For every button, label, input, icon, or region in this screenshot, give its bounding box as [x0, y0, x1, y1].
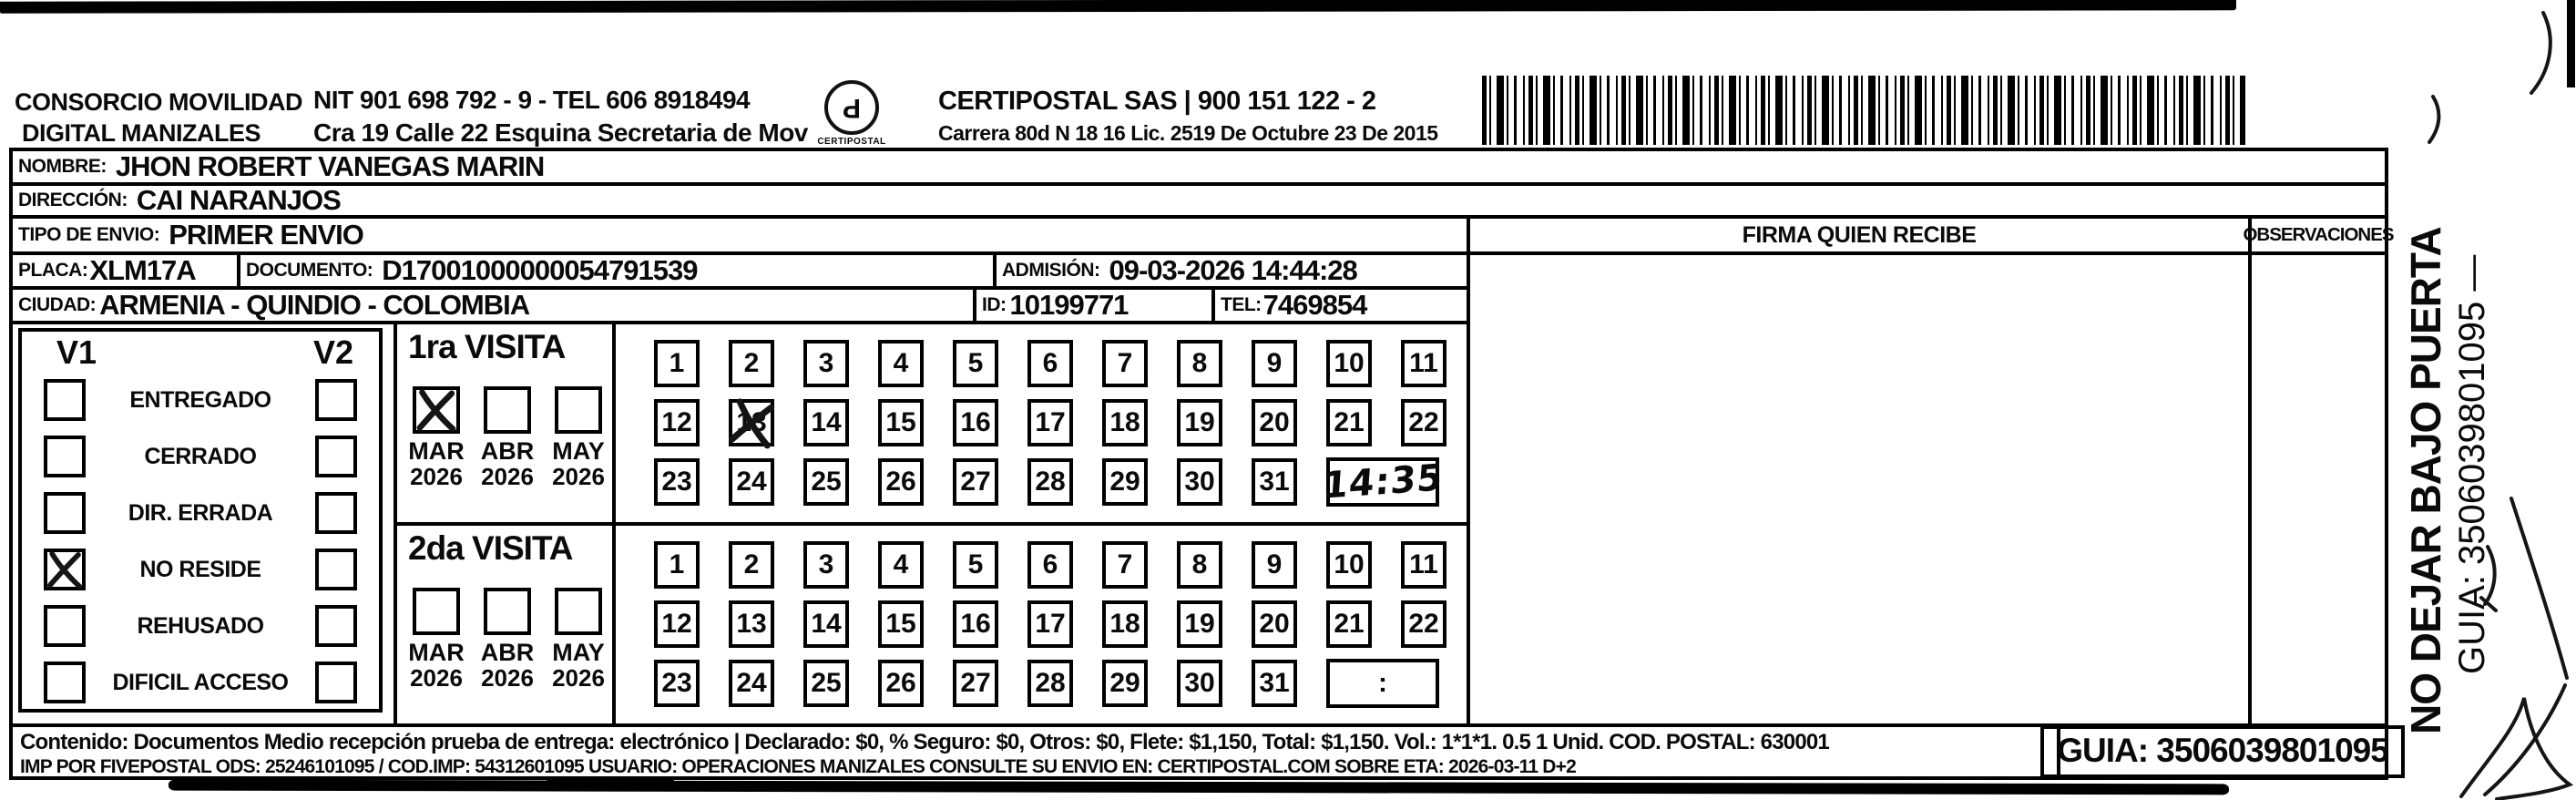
documento-cell	[240, 255, 997, 286]
status-option-row-no-reside	[22, 541, 379, 598]
v2-checkbox-entregado	[315, 379, 357, 421]
visit-1-day-box-4: 4	[878, 340, 924, 387]
provider-address-line: Carrera 80d N 18 16 Lic. 2519 De Octubre 23 De 2015	[938, 121, 1438, 146]
visit-1-day-box-6: 6	[1027, 340, 1073, 387]
status-option-row-rehusado	[22, 598, 379, 654]
visit-1-label-cell	[397, 324, 616, 522]
sender-company-line1: CONSORCIO MOVILIDAD	[15, 88, 303, 116]
status-option-row-dificil-acceso	[22, 654, 379, 711]
month-name: MAR	[408, 437, 465, 465]
month-year: 2026	[552, 664, 605, 692]
provider-block	[938, 84, 1438, 148]
v2-checkbox-cerrado	[315, 436, 357, 477]
visit-2-time-box	[1326, 659, 1439, 708]
visit-2-day-box-16: 16	[953, 600, 998, 648]
admision-label: ADMISIÓN:	[1002, 260, 1100, 281]
visit-1-day-box-18: 18	[1102, 399, 1148, 446]
visit-2-day-box-11: 11	[1401, 541, 1446, 589]
v1-checkbox-no-reside	[44, 549, 86, 590]
visit-1-time-box	[1321, 456, 1445, 508]
nombre-label: NOMBRE:	[18, 156, 107, 177]
sender-company-line2: DIGITAL MANIZALES	[22, 118, 261, 147]
id-label: ID:	[982, 294, 1007, 315]
placa-documento-row	[13, 255, 1467, 290]
visit-1-month-checkbox-may	[555, 386, 602, 434]
visit-2-day-box-24: 24	[729, 660, 774, 707]
status-option-label: ENTREGADO	[129, 386, 271, 413]
tipo-envio-value: PRIMER ENVIO	[169, 219, 363, 251]
ciudad-cell	[13, 290, 976, 321]
provider-name-line: CERTIPOSTAL SAS | 900 151 122 - 2	[938, 87, 1376, 116]
status-option-label: CERRADO	[144, 443, 257, 469]
visits-area	[13, 324, 1467, 723]
first-visit-row	[397, 324, 1467, 526]
visit-2-day-box-19: 19	[1177, 600, 1222, 648]
visit-2-day-box-7: 7	[1102, 541, 1148, 589]
day-row	[616, 659, 1467, 708]
visit-2-day-box-22: 22	[1401, 600, 1446, 648]
visit-2-day-box-10: 10	[1326, 541, 1372, 589]
visit-2-day-box-18: 18	[1102, 600, 1148, 648]
certipostal-logo-caption: CERTIPOSTAL	[813, 137, 890, 149]
visit-2-title: 2da VISITA	[408, 529, 573, 567]
tipo-envio-row	[13, 219, 1467, 255]
observaciones-header: OBSERVACIONES	[2252, 219, 2385, 255]
status-option-row-cerrado	[22, 428, 379, 485]
handwritten-time: 14:35	[1321, 456, 1445, 508]
visit-1-day-box-13: 13	[729, 399, 774, 446]
handwritten-x-mark	[44, 549, 86, 590]
v1-checkbox-dir-errada	[44, 492, 86, 534]
month-year: 2026	[552, 463, 605, 490]
visit-2-day-box-20: 20	[1252, 600, 1297, 648]
visit-2-label-cell	[397, 526, 616, 723]
visit-1-day-box-24: 24	[729, 458, 774, 506]
status-option-label: NO RESIDE	[139, 556, 261, 582]
v2-checkbox-no-reside	[315, 549, 357, 590]
sender-nit-line: NIT 901 698 792 - 9 - TEL 606 8918494	[313, 86, 751, 114]
visit-2-day-box-28: 28	[1027, 660, 1073, 707]
month-option-abr	[479, 386, 536, 491]
month-year: 2026	[481, 664, 534, 692]
certipostal-logo	[813, 80, 890, 149]
tel-value: 7469854	[1262, 289, 1367, 321]
direccion-label: DIRECCIÓN:	[18, 190, 128, 210]
visit-2-day-box-1: 1	[654, 541, 700, 589]
status-option-label: DIFICIL ACCESO	[112, 669, 289, 695]
visit-2-day-box-12: 12	[654, 600, 700, 648]
certipostal-seal-icon: P	[824, 80, 879, 135]
visit-1-day-box-5: 5	[953, 340, 998, 387]
visit-1-month-checkbox-mar	[413, 386, 460, 434]
visit-2-day-box-6: 6	[1027, 541, 1073, 589]
tipo-envio-label: TIPO DE ENVIO:	[18, 224, 160, 245]
observaciones-column	[2243, 219, 2394, 723]
direccion-value: CAI NARANJOS	[136, 184, 341, 216]
documento-value: D17001000000054791539	[382, 254, 698, 286]
second-visit-row	[397, 526, 1467, 723]
visit-1-day-box-16: 16	[953, 399, 998, 446]
footer-row	[13, 723, 2388, 776]
pen-stroke-lower	[2485, 685, 2565, 795]
day-row	[616, 340, 1467, 387]
ciudad-label: CIUDAD:	[18, 294, 97, 315]
admision-cell	[997, 255, 1467, 286]
visit-2-day-box-14: 14	[803, 600, 849, 648]
month-option-abr	[479, 588, 536, 692]
ciudad-value: ARMENIA - QUINDIO - COLOMBIA	[99, 289, 530, 321]
visit-1-day-box-9: 9	[1252, 340, 1297, 387]
ciudad-id-tel-row	[13, 290, 1467, 324]
month-year: 2026	[481, 463, 534, 490]
sender-contact-block	[313, 84, 808, 150]
visit-1-day-box-3: 3	[803, 340, 849, 387]
v1-checkbox-cerrado	[44, 436, 86, 477]
status-option-label: DIR. ERRADA	[128, 499, 273, 526]
v1-column-header: V1	[56, 333, 97, 371]
admision-value: 09-03-2026 14:44:28	[1109, 254, 1357, 286]
placa-cell	[13, 255, 240, 286]
observaciones-blank-space	[2252, 255, 2385, 723]
placa-value: XLM17A	[89, 254, 196, 286]
visit-2-day-box-23: 23	[654, 660, 700, 707]
delivery-form	[9, 148, 2394, 780]
pen-mark-top-right	[2531, 13, 2550, 93]
visit-2-day-box-5: 5	[953, 541, 998, 589]
firma-blank-space	[1470, 255, 2248, 723]
side-guia-number: GUIA: 3506039801095 —	[2452, 254, 2492, 674]
visit-2-day-box-29: 29	[1102, 660, 1148, 707]
visit-1-day-box-21: 21	[1326, 399, 1372, 446]
side-note	[2401, 144, 2493, 734]
visit-table	[394, 324, 1467, 723]
visit-1-day-box-26: 26	[878, 458, 924, 506]
visit-status-panel	[18, 328, 383, 713]
month-option-may	[550, 386, 607, 491]
id-cell	[976, 290, 1215, 321]
month-name: MAY	[552, 639, 605, 666]
month-name: MAY	[552, 437, 605, 465]
visit-2-month-checkbox-abr	[484, 588, 531, 635]
visit-1-title: 1ra VISITA	[408, 328, 566, 365]
nombre-value: JHON ROBERT VANEGAS MARIN	[115, 150, 545, 182]
visit-2-day-box-15: 15	[878, 600, 924, 648]
sender-address-line: Cra 19 Calle 22 Esquina Secretaria de Mov	[313, 118, 808, 148]
visit-1-day-box-19: 19	[1177, 399, 1222, 446]
visit-1-day-box-11: 11	[1401, 340, 1446, 387]
direccion-row	[13, 186, 2385, 219]
visit-1-day-box-29: 29	[1102, 458, 1148, 506]
nombre-row	[13, 151, 2385, 186]
no-dejar-bajo-puerta-warning: NO DEJAR BAJO PUERTA	[2402, 227, 2449, 734]
visit-1-day-box-31: 31	[1252, 458, 1297, 506]
visit-2-month-checkbox-may	[555, 588, 602, 635]
visit-2-day-box-27: 27	[953, 660, 998, 707]
visit-1-day-box-28: 28	[1027, 458, 1073, 506]
visit-1-day-box-15: 15	[878, 399, 924, 446]
visit-1-day-box-1: 1	[654, 340, 700, 387]
visit-1-day-box-27: 27	[953, 458, 998, 506]
visit-1-day-box-30: 30	[1177, 458, 1222, 506]
tracking-barcode	[1482, 76, 2245, 145]
visit-1-month-checkbox-abr	[484, 386, 531, 434]
footer-imp-line: IMP POR FIVEPOSTAL ODS: 25246101095 / COD.IMP: 54312601095 USUARIO: OPERACIONES MANIZALES CONSULTE SU ENVIO EN: CERTIPOSTAL.COM SOBRE ETA: 2026-03-11 D+2	[20, 756, 1576, 776]
firma-column	[1470, 219, 2248, 723]
visit-2-month-checkbox-mar	[413, 588, 460, 635]
handwritten-x-mark	[723, 394, 781, 451]
day-row	[616, 399, 1467, 446]
visit-2-day-box-21: 21	[1326, 600, 1372, 648]
status-option-row-dir-errada	[22, 485, 379, 541]
tel-cell	[1215, 290, 1467, 321]
visit-2-day-box-4: 4	[878, 541, 924, 589]
guia-number: GUIA: 3506039801095	[2040, 725, 2405, 778]
visit-2-day-grid	[616, 526, 1467, 723]
v2-checkbox-dificil-acceso	[315, 662, 357, 703]
scan-artifact-top-band	[0, 0, 2236, 14]
visit-2-day-box-25: 25	[803, 660, 849, 707]
visit-1-day-box-2: 2	[729, 340, 774, 387]
visit-2-day-box-26: 26	[878, 660, 924, 707]
month-name: ABR	[480, 639, 535, 666]
pen-diagonal-stroke	[2511, 498, 2567, 678]
visit-1-day-box-23: 23	[654, 458, 700, 506]
sender-company-name	[15, 87, 302, 149]
v1-checkbox-dificil-acceso	[44, 662, 86, 703]
guia-cell	[2057, 727, 2388, 776]
month-year: 2026	[410, 463, 463, 490]
visit-2-day-box-3: 3	[803, 541, 849, 589]
visit-2-day-box-9: 9	[1252, 541, 1297, 589]
scan-artifact-right-edge	[2567, 0, 2575, 87]
firma-header: FIRMA QUIEN RECIBE	[1470, 219, 2248, 255]
visit-2-day-box-30: 30	[1177, 660, 1222, 707]
visit-1-day-box-20: 20	[1252, 399, 1297, 446]
visit-1-day-grid	[616, 324, 1467, 522]
handwritten-x-mark	[413, 386, 460, 434]
time-colon-placeholder: :	[1378, 668, 1387, 699]
visit-1-day-box-22: 22	[1401, 399, 1446, 446]
day-row	[616, 541, 1467, 589]
month-option-mar	[408, 588, 465, 692]
scan-artifact-bottom-smudge	[169, 780, 2229, 795]
visit-1-day-box-14: 14	[803, 399, 849, 446]
documento-label: DOCUMENTO:	[246, 260, 373, 281]
month-year: 2026	[410, 664, 463, 692]
visit-1-day-box-10: 10	[1326, 340, 1372, 387]
visit-2-day-box-8: 8	[1177, 541, 1222, 589]
visit-2-day-box-13: 13	[729, 600, 774, 648]
visit-2-months	[408, 588, 612, 692]
footer-contenido-line: Contenido: Documentos Medio recepción prueba de entrega: electrónico | Declarado: $0, % Seguro: $0, Otros: $0, Flete: $1,150, Total: $1,150. Vol.: 1*1*1. 0.5 1 Unid. COD. POSTAL: 630001	[20, 730, 1829, 754]
visit-2-day-box-31: 31	[1252, 660, 1297, 707]
v1-checkbox-rehusado	[44, 605, 86, 647]
month-name: MAR	[408, 639, 465, 666]
day-row	[616, 600, 1467, 648]
visit-1-day-box-7: 7	[1102, 340, 1148, 387]
v2-checkbox-rehusado	[315, 605, 357, 647]
tel-label: TEL:	[1221, 294, 1262, 315]
month-name: ABR	[480, 437, 535, 465]
id-value: 10199771	[1009, 289, 1129, 321]
v1-checkbox-entregado	[44, 379, 86, 421]
status-option-row-entregado	[22, 372, 379, 428]
visit-2-day-box-17: 17	[1027, 600, 1073, 648]
visit-2-day-box-2: 2	[729, 541, 774, 589]
v2-column-header: V2	[312, 333, 353, 371]
v2-checkbox-dir-errada	[315, 492, 357, 534]
day-row	[616, 457, 1467, 507]
visit-1-day-box-8: 8	[1177, 340, 1222, 387]
visit-1-day-box-12: 12	[654, 399, 700, 446]
month-option-mar	[408, 386, 465, 491]
visit-1-months	[408, 386, 612, 491]
visit-1-day-box-17: 17	[1027, 399, 1073, 446]
placa-label: PLACA:	[18, 260, 88, 281]
month-option-may	[550, 588, 607, 692]
status-option-label: REHUSADO	[137, 612, 264, 639]
footer-details	[13, 727, 2057, 776]
visit-1-day-box-25: 25	[803, 458, 849, 506]
pen-mark-near-barcode	[2429, 97, 2438, 142]
